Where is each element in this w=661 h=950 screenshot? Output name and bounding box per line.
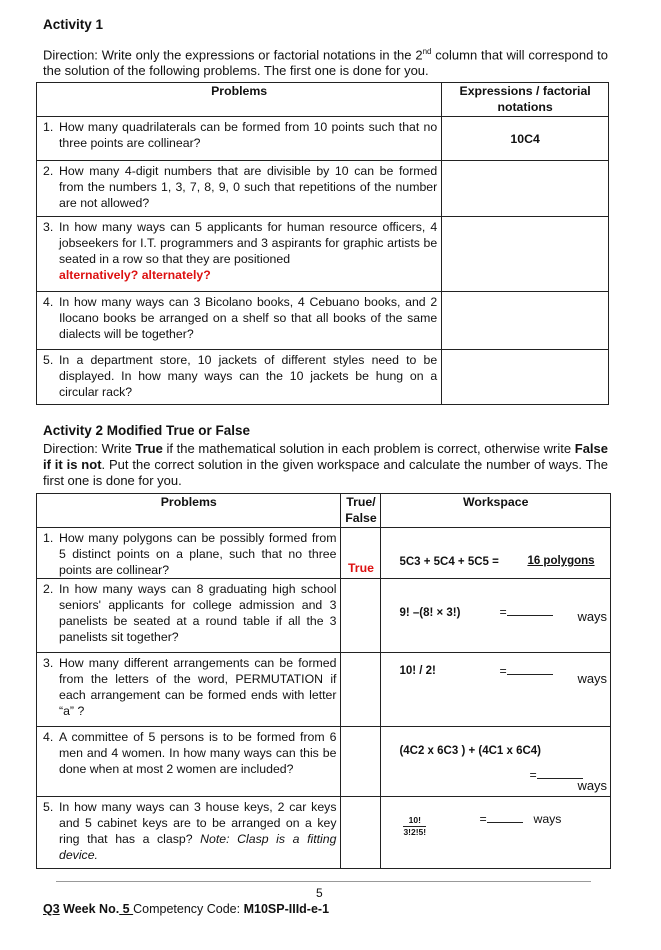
answer-cell[interactable]: 10C4: [510, 131, 540, 146]
table-row: 1. How many quadrilaterals can be formed from 10 points such that no three points are collinear? 10C4: [37, 117, 609, 161]
unit-label: ways: [577, 778, 608, 793]
answer-blank[interactable]: [507, 664, 553, 675]
footer-divider: [56, 881, 591, 882]
answer-blank[interactable]: [537, 768, 583, 779]
table-row: 5. In a department store, 10 jackets of different styles need to be displayed. In how many ways can the 10 jackets be hung on a circular rack?: [37, 350, 609, 405]
table-row: 2. In how many ways can 8 graduating high school seniors' applicants for college admission and 3 panelists be seated at a round table if all the 3 panelists sit together? 9! –(8! × 3!) = ways: [37, 579, 611, 653]
table-row: 5. In how many ways can 3 house keys, 2 car keys and 5 cabinet keys are to be arranged on a key ring that has a clasp? Note: Clasp is a fitting device. $\frac{10!}{3!2!5!}$ = ways: [37, 797, 611, 869]
col-header-expressions: Expressions / factorial notations: [442, 83, 609, 117]
equals-sign: =: [499, 663, 552, 679]
answer-blank[interactable]: [487, 812, 523, 823]
activity1-table: [36, 82, 609, 405]
table-row: 1. How many polygons can be possibly formed from 5 distinct points on a plane, such that no three points are collinear? True 5C3 + 5C4 + 5C5 = 16 polygons: [37, 528, 611, 579]
table-row: 2. How many 4-digit numbers that are divisible by 10 can be formed from the numbers 1, 3, 7, 8, 9, 0 such that repetitions of the number are not allowed?: [37, 161, 609, 217]
unit-label: ways: [533, 812, 562, 826]
workspace-expression: 10! / 2!: [399, 665, 436, 677]
workspace-expression: (4C2 x 6C3 ) + (4C1 x 6C4): [399, 745, 542, 757]
table-row: 4. In how many ways can 3 Bicolano books, 4 Cebuano books, and 2 Ilocano books be arranged on a shelf so that all books of the same dialects will be together?: [37, 292, 609, 350]
true-false-cell[interactable]: True: [347, 561, 374, 575]
activity2-table: [36, 493, 611, 869]
workspace-fraction: $\frac{10!}{3!2!5!}$: [403, 815, 427, 837]
correction-text: alternatively? alternately?: [59, 268, 211, 282]
col-header-problems: Problems: [37, 83, 442, 117]
unit-label: ways: [577, 609, 608, 624]
equals-sign: =: [529, 767, 582, 783]
answer-blank[interactable]: [507, 605, 553, 616]
activity1-title: Activity 1: [43, 17, 104, 32]
col-header-true-false: True/ False: [341, 494, 381, 528]
workspace-result: 16 polygons: [527, 555, 595, 567]
table-row: 3. In how many ways can 5 applicants for human resource officers, 4 jobseekers for I.T. programmers and 3 aspirants for graphic artists be seated in a row so that they are positioned alternatively? alternately?: [37, 217, 609, 292]
activity1-direction: Direction: Write only the expressions or factorial notations in the 2nd column that will correspond to the solution of the following problems. The first one is done for you.: [43, 47, 608, 79]
table-row: 3. How many different arrangements can be formed from the letters of the word, PERMUTATION if each arrangement can be formed ends with letter “a” ? 10! / 2! = ways: [37, 653, 611, 727]
activity2-direction: Direction: Write True if the mathematical solution in each problem is correct, otherwise write False if it is not. Put the correct solution in the given workspace and calculate the number of ways. The first one is done for you.: [43, 441, 608, 488]
workspace-expression: 9! –(8! × 3!): [399, 607, 461, 619]
workspace-expression: 5C3 + 5C4 + 5C5 =: [399, 556, 499, 568]
equals-sign: =: [479, 811, 522, 827]
col-header-problems: Problems: [37, 494, 341, 528]
equals-sign: =: [499, 604, 552, 620]
table-row: 4. A committee of 5 persons is to be formed from 6 men and 4 women. In how many ways can this be done when at most 2 women are included? (4C2 x 6C3 ) + (4C1 x 6C4) = ways: [37, 727, 611, 797]
footer-info: Q3 Week No. 5 Competency Code: M10SP-IIId-e-1: [43, 902, 330, 916]
unit-label: ways: [577, 671, 608, 686]
page-number: 5: [316, 886, 323, 900]
col-header-workspace: Workspace: [381, 494, 611, 528]
note-text: Note: Clasp is a fitting device.: [59, 832, 337, 862]
activity2-title: Activity 2 Modified True or False: [43, 423, 251, 438]
